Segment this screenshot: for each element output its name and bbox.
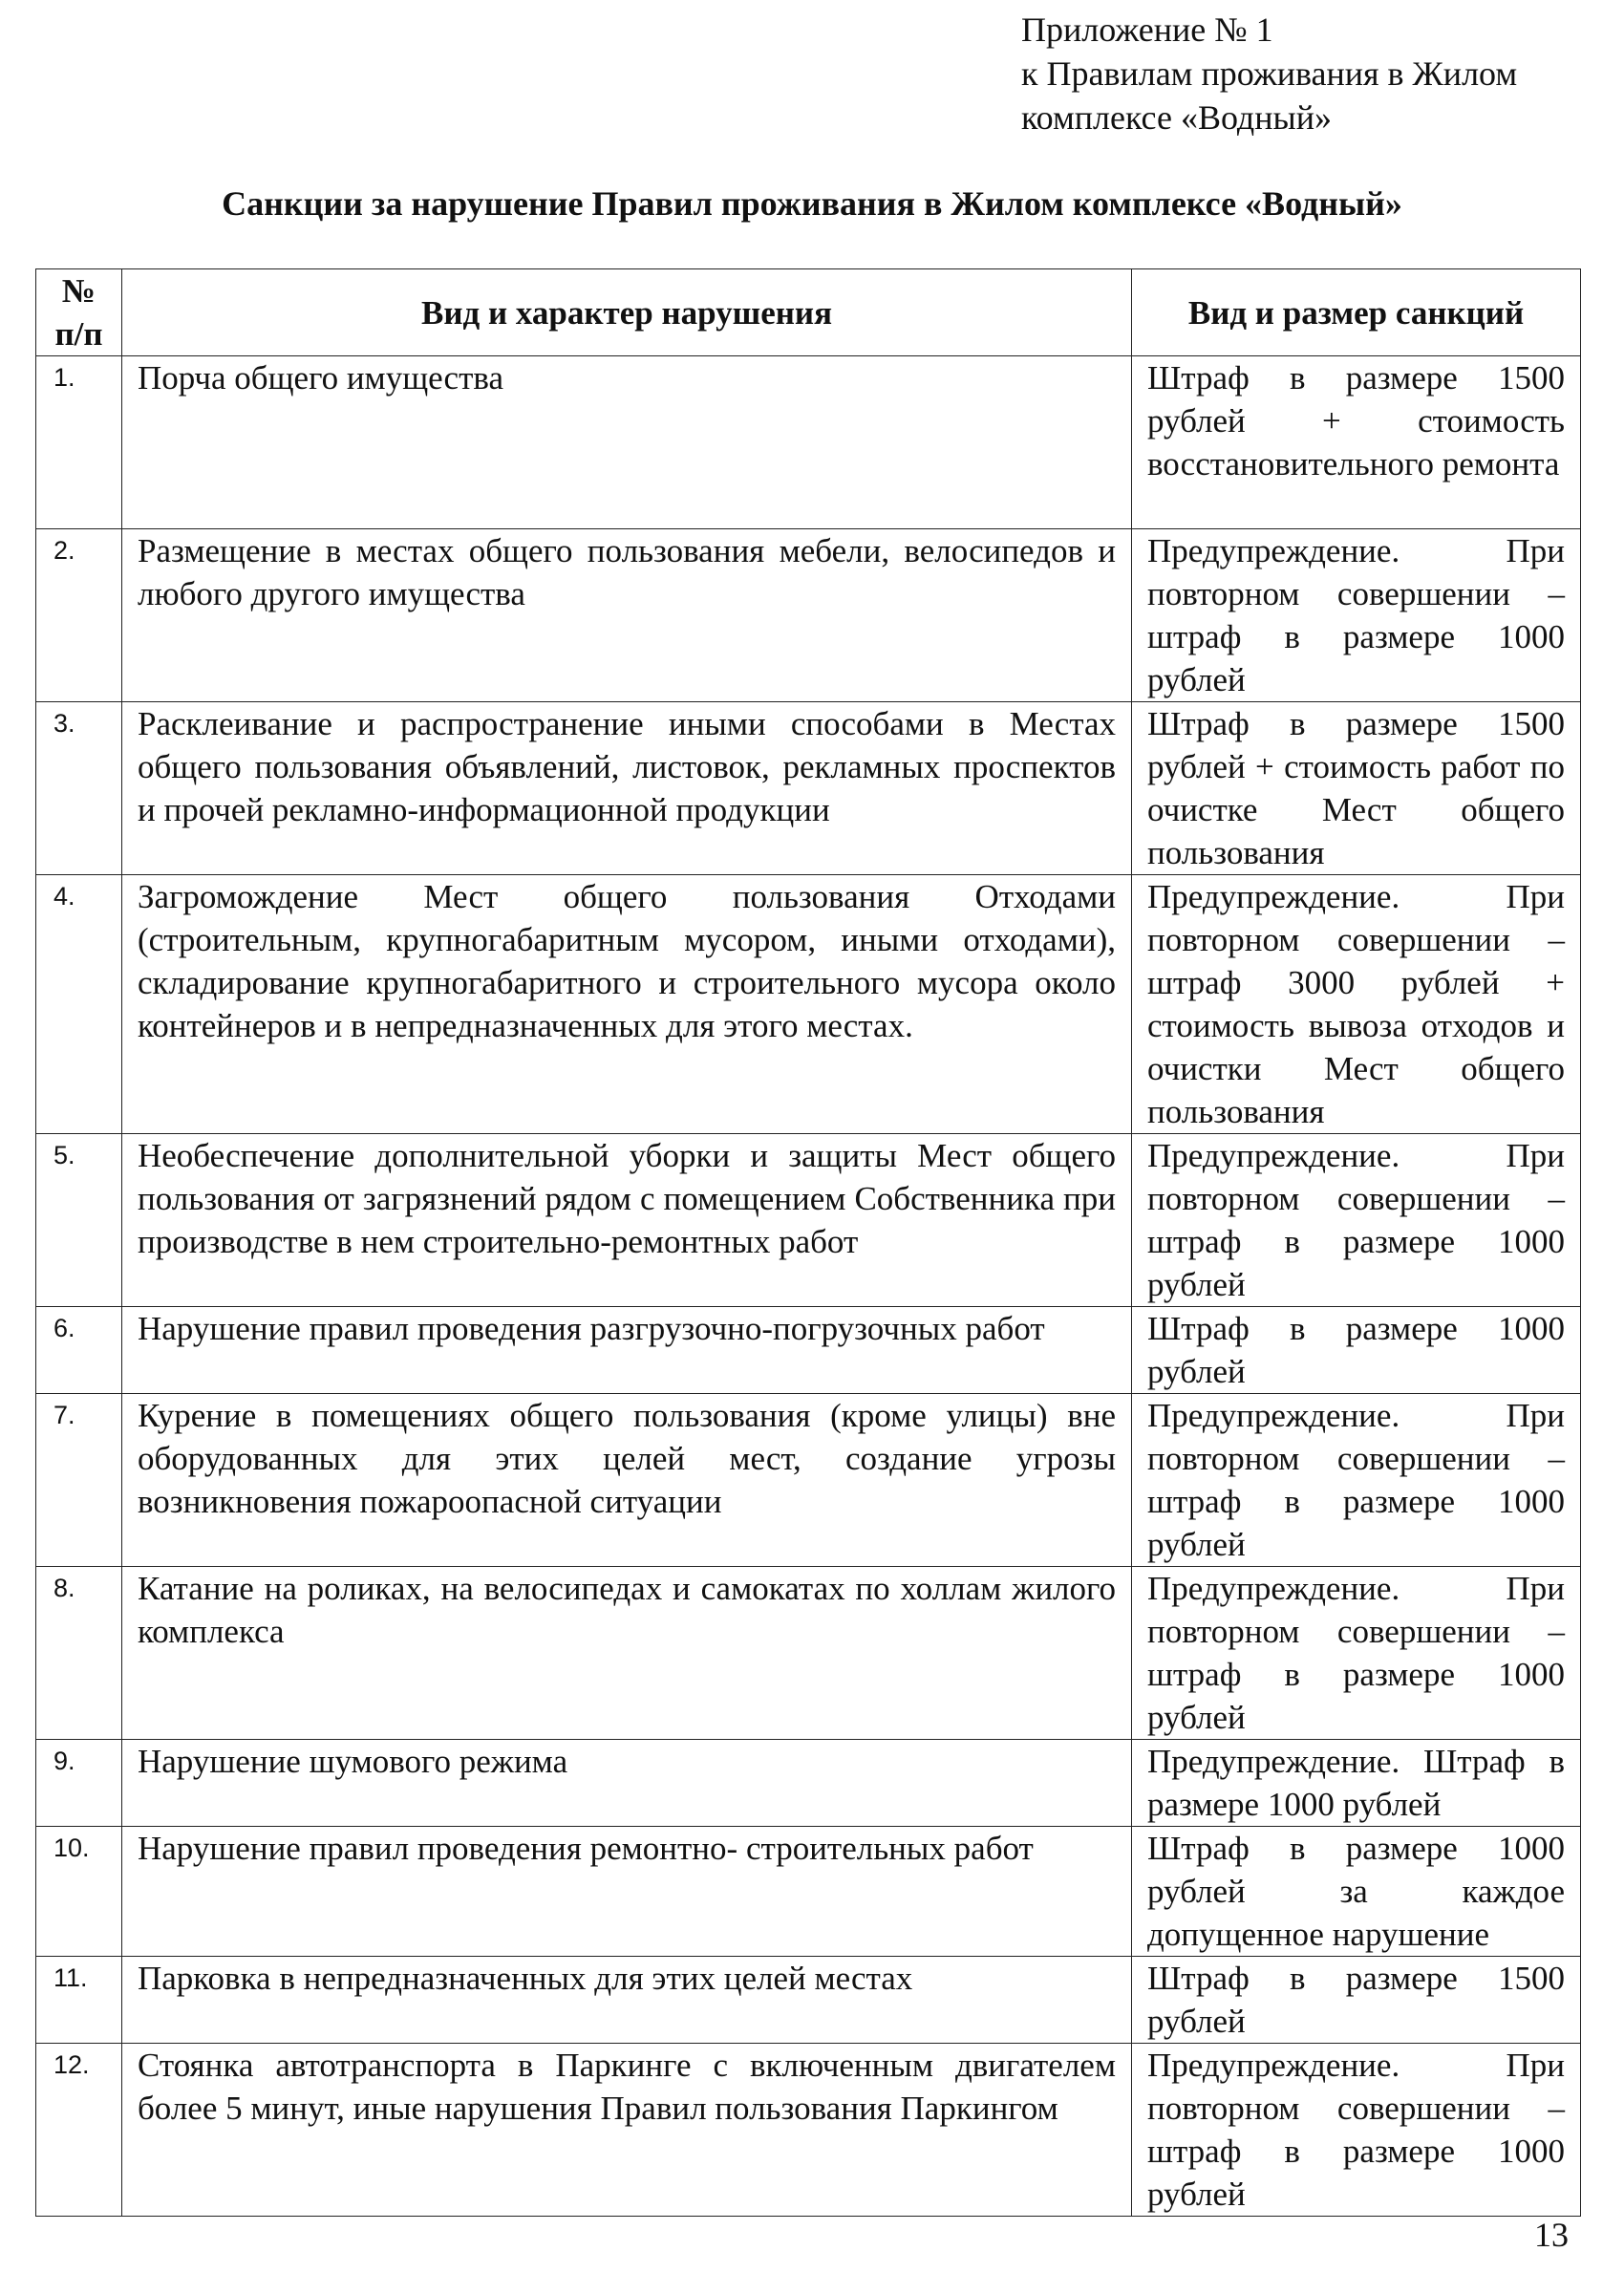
- sanctions-table: [35, 268, 1581, 2217]
- violation-cell: Катание на роликах, на велосипедах и самокатах по холлам жилого комплекса: [122, 1567, 1132, 1740]
- sanction-cell: Предупреждение. При повторном совершении – штраф 3000 рублей + стоимость вывоза отходов и очистки Мест общего пользования: [1132, 875, 1581, 1134]
- row-number: 10.: [36, 1827, 122, 1957]
- table-row: [36, 702, 1581, 875]
- sanction-cell: Предупреждение. Штраф в размере 1000 рублей: [1132, 1740, 1581, 1827]
- sanction-cell: Штраф в размере 1500 рублей + стоимость работ по очистке Мест общего пользования: [1132, 702, 1581, 875]
- sanction-cell: Штраф в размере 1000 рублей: [1132, 1307, 1581, 1394]
- sanction-cell: Предупреждение. При повторном совершении – штраф в размере 1000 рублей: [1132, 2044, 1581, 2217]
- violation-cell: Курение в помещениях общего пользования (кроме улицы) вне оборудованных для этих целей мест, создание угрозы возникновения пожароопасной ситуации: [122, 1394, 1132, 1567]
- sanction-cell: Штраф в размере 1000 рублей за каждое допущенное нарушение: [1132, 1827, 1581, 1957]
- header-number-sign: №: [61, 272, 96, 310]
- appendix-line: к Правилам проживания в Жилом: [1021, 54, 1518, 93]
- violation-cell: Размещение в местах общего пользования мебели, велосипедов и любого другого имущества: [122, 529, 1132, 702]
- table-row: [36, 2044, 1581, 2217]
- violation-cell: Загромождение Мест общего пользования Отходами (строительным, крупногабаритным мусором, иными отходами), складирование крупногабаритного и строительного мусора около контейнеров и в непредназначенных для этого местах.: [122, 875, 1132, 1134]
- table-row: [36, 1394, 1581, 1567]
- row-number: 3.: [36, 702, 122, 875]
- violation-cell: Необеспечение дополнительной уборки и защиты Мест общего пользования от загрязнений рядом с помещением Собственника при производстве в нем строительно-ремонтных работ: [122, 1134, 1132, 1307]
- row-number: 9.: [36, 1740, 122, 1827]
- table-row: [36, 875, 1581, 1134]
- row-number: 1.: [36, 356, 122, 529]
- table-row: [36, 1307, 1581, 1394]
- violation-cell: Расклеивание и распространение иными способами в Местах общего пользования объявлений, листовок, рекламных проспектов и прочей рекламно-информационной продукции: [122, 702, 1132, 875]
- row-number: 5.: [36, 1134, 122, 1307]
- sanction-cell: Штраф в размере 1500 рублей + стоимость восстановительного ремонта: [1132, 356, 1581, 529]
- row-number: 12.: [36, 2044, 122, 2217]
- appendix-line: Приложение № 1: [1021, 11, 1273, 49]
- table-row: [36, 1740, 1581, 1827]
- header-violation: Вид и характер нарушения: [122, 269, 1132, 356]
- violation-cell: Нарушение правил проведения ремонтно- строительных работ: [122, 1827, 1132, 1957]
- sanction-cell: Предупреждение. При повторном совершении – штраф в размере 1000 рублей: [1132, 1567, 1581, 1740]
- table-row: [36, 1957, 1581, 2044]
- violation-cell: Порча общего имущества: [122, 356, 1132, 529]
- header-number: [36, 269, 122, 356]
- violation-cell: Нарушение шумового режима: [122, 1740, 1132, 1827]
- violation-cell: Парковка в непредназначенных для этих целей местах: [122, 1957, 1132, 2044]
- sanction-cell: Штраф в размере 1500 рублей: [1132, 1957, 1581, 2044]
- table-row: [36, 529, 1581, 702]
- document-title: Санкции за нарушение Правил проживания в Жилом комплексе «Водный»: [222, 184, 1402, 223]
- appendix-note: [1021, 8, 1594, 139]
- page-number: 13: [1534, 2216, 1569, 2254]
- row-number: 4.: [36, 875, 122, 1134]
- header-sanction: Вид и размер санкций: [1132, 269, 1581, 356]
- table-row: [36, 1134, 1581, 1307]
- violation-cell: Стоянка автотранспорта в Паркинге с включенным двигателем более 5 минут, иные нарушения Правил пользования Паркингом: [122, 2044, 1132, 2217]
- table-header-row: [36, 269, 1581, 356]
- row-number: 7.: [36, 1394, 122, 1567]
- row-number: 11.: [36, 1957, 122, 2044]
- sanction-cell: Предупреждение. При повторном совершении – штраф в размере 1000 рублей: [1132, 529, 1581, 702]
- table-row: [36, 356, 1581, 529]
- sanction-cell: Предупреждение. При повторном совершении – штраф в размере 1000 рублей: [1132, 1394, 1581, 1567]
- row-number: 6.: [36, 1307, 122, 1394]
- header-number-abbr: п/п: [54, 315, 103, 353]
- row-number: 2.: [36, 529, 122, 702]
- appendix-line: комплексе «Водный»: [1021, 98, 1332, 137]
- violation-cell: Нарушение правил проведения разгрузочно-погрузочных работ: [122, 1307, 1132, 1394]
- table-row: [36, 1827, 1581, 1957]
- table-row: [36, 1567, 1581, 1740]
- row-number: 8.: [36, 1567, 122, 1740]
- sanction-cell: Предупреждение. При повторном совершении – штраф в размере 1000 рублей: [1132, 1134, 1581, 1307]
